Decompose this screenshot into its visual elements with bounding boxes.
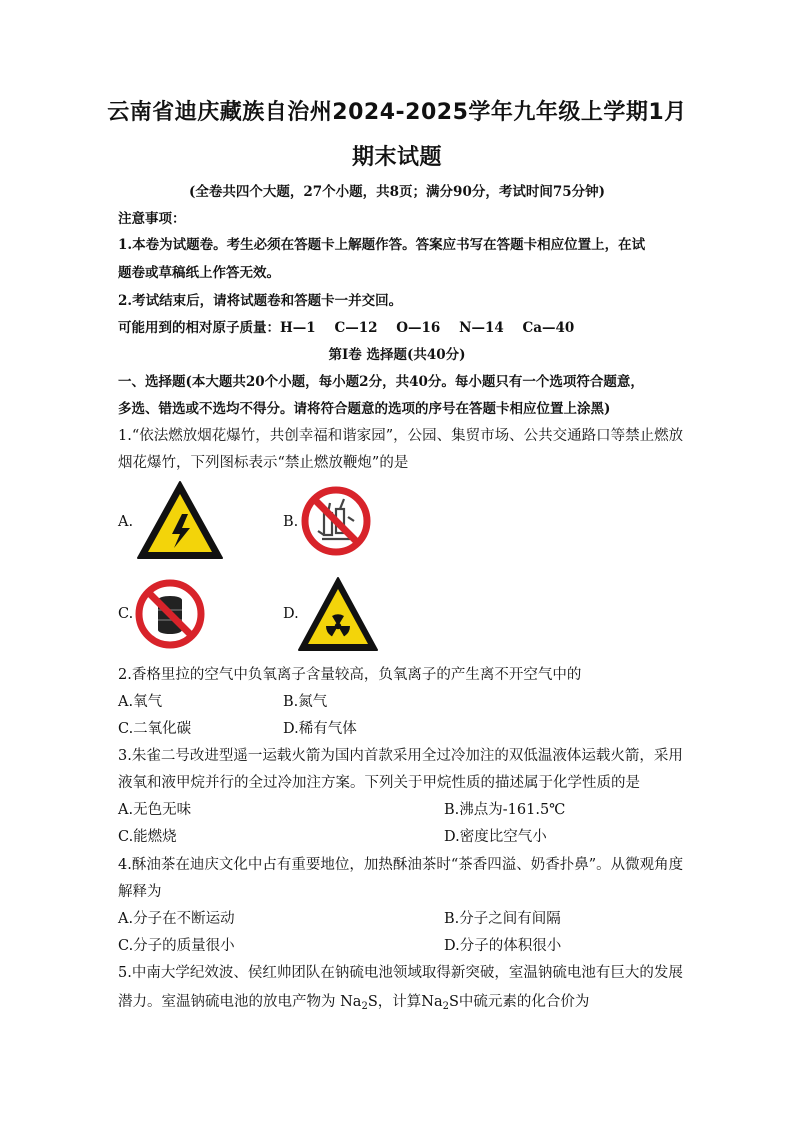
q4-option-c: C.分子的质量很小 <box>118 938 235 954</box>
q1-option-c-label: C. <box>118 606 134 622</box>
q4-option-b: B.分子之间有间隔 <box>444 911 561 927</box>
exam-info: (全卷共四个大题，27个小题，共8页；满分90分，考试时间75分钟) <box>188 184 606 200</box>
formula-na2s-2: $Na_2S$ <box>421 994 459 1012</box>
formula-na2s: $Na_2S$ <box>340 994 378 1012</box>
q4-option-d: D.分子的体积很小 <box>444 938 562 954</box>
exam-title-line2: 期末试题 <box>351 145 442 170</box>
q2-option-d: D.稀有气体 <box>283 721 357 737</box>
q2-stem: 2.香格里拉的空气中负氧离子含量较高，负氧离子的产生离不开空气中的 <box>118 667 582 683</box>
q1-option-a-label: A. <box>118 514 134 530</box>
exam-title-line1: 云南省迪庆藏族自治州2024-2025学年九年级上学期1月 <box>107 100 687 125</box>
no-firecrackers-icon <box>300 485 372 561</box>
q1-option-d-label: D. <box>283 606 299 622</box>
q4-option-a: A.分子在不断运动 <box>118 911 235 927</box>
notes-item2: 2.考试结束后，请将试题卷和答题卡一并交回。 <box>118 293 403 309</box>
q5-line1: 5.中南大学纪效波、侯红帅团队在钠硫电池领域取得新突破，室温钠硫电池有巨大的发展 <box>118 965 683 981</box>
q2-option-a: A.氧气 <box>118 694 163 710</box>
section-intro-line1: 一、选择题(本大题共20个小题，每小题2分，共40分。每小题只有一个选项符合题意， <box>118 374 644 390</box>
radiation-warning-icon <box>297 576 379 656</box>
q2-option-c: C.二氧化碳 <box>118 721 192 737</box>
q5-line2-part-b: ，计算 <box>377 994 422 1010</box>
q5-line2 <box>118 990 678 1012</box>
q3-option-b: B.沸点为-161.5℃ <box>444 802 566 818</box>
section-title: 第Ⅰ卷 选择题(共40分) <box>328 347 466 363</box>
q5-line2-part-a: 潜力。室温钠硫电池的放电产物为 <box>118 994 336 1010</box>
q3-line1: 3.朱雀二号改进型遥一运载火箭为国内首款采用全过冷加注的双低温液体运载火箭，采用 <box>118 748 683 764</box>
q3-option-a: A.无色无味 <box>118 802 192 818</box>
atomic-mass-line: 可能用到的相对原子质量：H—1 C—12 O—16 N—14 Ca—40 <box>118 320 575 336</box>
q4-line2: 解释为 <box>118 884 162 900</box>
q1-line2: 烟花爆竹，下列图标表示“禁止燃放鞭炮”的是 <box>118 455 409 471</box>
q2-option-b: B.氮气 <box>283 694 328 710</box>
notes-item1-line1: 1.本卷为试题卷。考生必须在答题卡上解题作答。答案应书写在答题卡相应位置上，在试 <box>118 237 646 253</box>
q4-line1: 4.酥油茶在迪庆文化中占有重要地位，加热酥油茶时“茶香四溢、奶香扑鼻”。从微观角度 <box>118 857 684 873</box>
q3-option-d: D.密度比空气小 <box>444 829 547 845</box>
notes-item1-line2: 题卷或草稿纸上作答无效。 <box>118 265 280 281</box>
q1-option-b-label: B. <box>283 514 299 530</box>
section-intro-line2: 多选、错选或不选均不得分。请将符合题意的选项的序号在答题卡相应位置上涂黑) <box>118 401 611 417</box>
q3-option-c: C.能燃烧 <box>118 829 177 845</box>
q5-line2-part-c: 中硫元素的化合价为 <box>458 994 590 1010</box>
q3-line2: 液氧和液甲烷并行的全过冷加注方案。下列关于甲烷性质的描述属于化学性质的是 <box>118 775 640 791</box>
notes-heading: 注意事项： <box>118 211 186 227</box>
high-voltage-warning-icon <box>136 480 224 564</box>
q1-line1: 1.“依法燃放烟花爆竹，共创幸福和谐家园”，公园、集贸市场、公共交通路口等禁止燃放 <box>118 428 684 444</box>
no-oil-drum-icon <box>134 578 206 654</box>
